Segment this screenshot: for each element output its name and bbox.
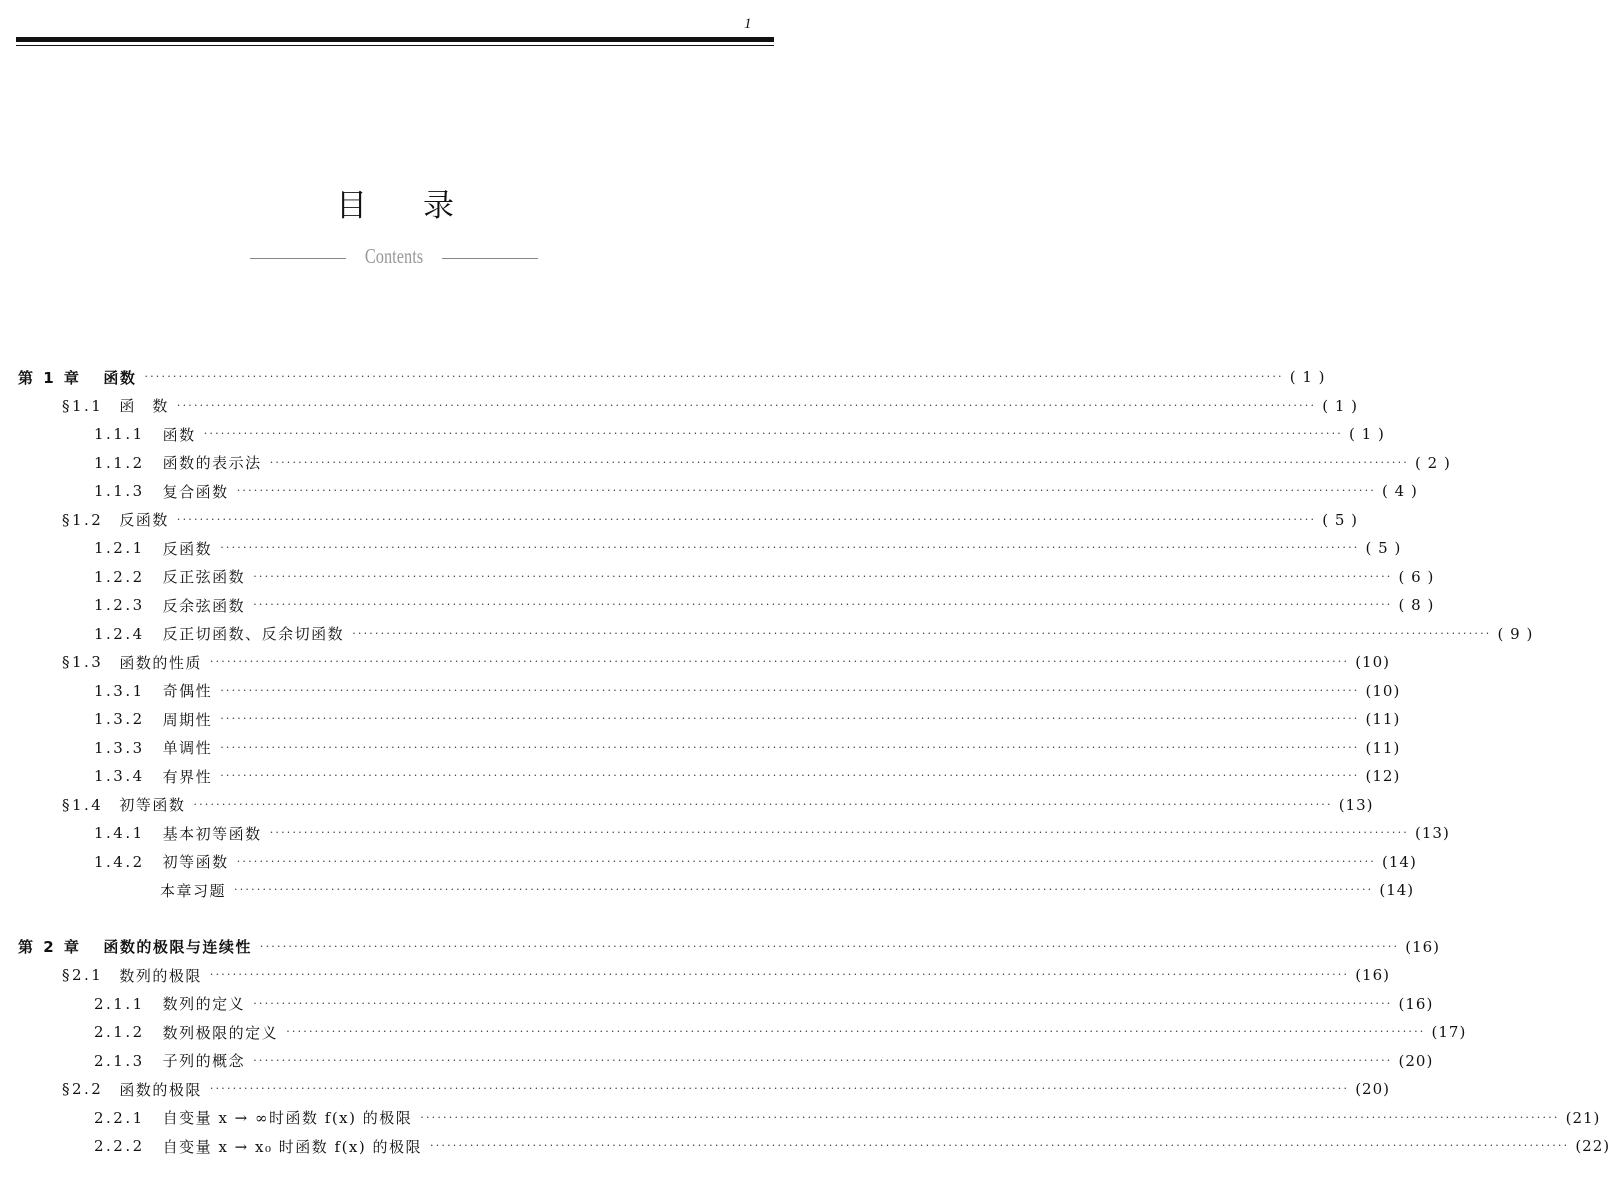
toc-page-number: (14) bbox=[1379, 881, 1415, 899]
toc-chapter-row[interactable] bbox=[0, 364, 1326, 390]
toc-entry-label bbox=[18, 936, 252, 957]
toc-entry-label bbox=[94, 680, 212, 701]
toc-entry-title: 反函数 bbox=[119, 511, 169, 529]
toc-entry-number: §1.3 bbox=[62, 653, 104, 671]
toc-page-number: (13) bbox=[1338, 795, 1374, 814]
toc-entry-title: 周期性 bbox=[162, 710, 213, 729]
toc-leader-dots: ········································································································································································································ bbox=[220, 683, 1360, 697]
toc-entry-title: 自变量 x → ∞时函数 f(x) 的极限 bbox=[162, 1109, 413, 1127]
toc-page-number: ( 5 ) bbox=[1322, 510, 1358, 529]
toc-entry-number: §1.2 bbox=[62, 510, 104, 529]
toc-entry-number: 第 2 章 bbox=[18, 938, 82, 956]
toc-entry-number: 1.1.2 bbox=[94, 453, 145, 472]
toc-subsection-row[interactable] bbox=[0, 678, 1401, 704]
toc-leader-dots: ········································································································································································································ bbox=[253, 996, 1393, 1010]
toc-page-number: (20) bbox=[1355, 1080, 1390, 1098]
toc-subsection-row[interactable] bbox=[0, 706, 1401, 732]
toc-entry-number: 1.4.1 bbox=[94, 824, 145, 842]
toc-entry-number: 1.2.2 bbox=[94, 567, 145, 586]
toc-page-number: (21) bbox=[1565, 1108, 1601, 1127]
toc-entry-number: 1.4.2 bbox=[94, 852, 145, 871]
toc-section-row[interactable] bbox=[0, 1076, 1390, 1102]
toc-entry-label bbox=[94, 1107, 412, 1128]
toc-leader-dots: ········································································································································································································ bbox=[220, 712, 1360, 725]
toc-leader-dots: ········································································································································································································ bbox=[420, 1110, 1560, 1124]
toc-page-number: (12) bbox=[1365, 767, 1401, 785]
toc-page-number: ( 2 ) bbox=[1415, 453, 1451, 472]
toc-entry-label bbox=[94, 1050, 245, 1071]
toc-leader-dots: ········································································································································································································ bbox=[253, 598, 1393, 611]
toc-leader-dots: ········································································································································································································ bbox=[220, 740, 1360, 754]
toc-section-row[interactable] bbox=[0, 393, 1358, 419]
toc-entry-title: 函数的表示法 bbox=[162, 454, 262, 472]
toc-entry-title: 函数 bbox=[103, 368, 137, 387]
toc-entry-label bbox=[94, 993, 245, 1014]
toc-subsection-row[interactable] bbox=[0, 735, 1401, 761]
toc-subsection-row[interactable] bbox=[0, 1019, 1467, 1045]
header-rule-thin bbox=[16, 45, 774, 46]
toc-entry-label bbox=[94, 851, 229, 872]
toc-entry-number: 2.1.2 bbox=[94, 1023, 145, 1041]
toc-subsection-row[interactable] bbox=[0, 592, 1435, 618]
toc-chapter-row[interactable] bbox=[0, 934, 1441, 960]
toc-entry-title: 数列的定义 bbox=[162, 995, 246, 1013]
toc-entry-title: 奇偶性 bbox=[162, 682, 213, 700]
toc-entry-title: 反正切函数、反余切函数 bbox=[162, 625, 345, 643]
toc-subsection-row[interactable] bbox=[0, 478, 1418, 504]
toc-leader-dots: ········································································································································································································ bbox=[209, 1082, 1350, 1095]
toc-leader-dots: ········································································································································································································ bbox=[269, 455, 1410, 469]
toc-subsection-row[interactable] bbox=[0, 763, 1401, 789]
toc-leader-dots: ········································································································································································································ bbox=[286, 1025, 1426, 1038]
toc-entry-label bbox=[62, 1079, 202, 1100]
toc-entry-label bbox=[94, 623, 344, 644]
toc-entry-label bbox=[94, 424, 196, 445]
toc-entry-number: 1.3.1 bbox=[94, 681, 145, 700]
toc-leader-dots: ········································································································································································································ bbox=[253, 569, 1393, 583]
toc-entry-number: 1.3.3 bbox=[94, 738, 145, 757]
toc-entry-number: 1.2.3 bbox=[94, 596, 145, 614]
toc-section-row[interactable] bbox=[0, 649, 1390, 675]
page-number: 1 bbox=[744, 16, 752, 32]
toc-subsection-row[interactable] bbox=[0, 849, 1417, 875]
toc-entry-label bbox=[62, 965, 202, 986]
toc-entry-number: 1.3.2 bbox=[94, 710, 145, 728]
toc-page-number: ( 4 ) bbox=[1382, 482, 1418, 500]
toc-entry-label bbox=[94, 538, 212, 559]
toc-page-number: ( 1 ) bbox=[1322, 396, 1358, 415]
toc-section-row[interactable] bbox=[0, 792, 1374, 818]
toc-page-number: (17) bbox=[1431, 1023, 1467, 1041]
toc-leader-dots: ········································································································································································································ bbox=[209, 655, 1350, 668]
toc-entry-label bbox=[94, 452, 262, 473]
toc-entry-title: 子列的概念 bbox=[162, 1052, 246, 1070]
toc-page-number: ( 1 ) bbox=[1349, 425, 1385, 443]
toc-subsection-row[interactable] bbox=[0, 877, 1415, 903]
toc-entry-number: 1.2.4 bbox=[94, 624, 145, 643]
toc-subsection-row[interactable] bbox=[0, 564, 1435, 590]
subtitle-rule-left bbox=[250, 258, 346, 259]
toc-leader-dots: ········································································································································································································ bbox=[236, 854, 1377, 868]
toc-entry-title: 反正弦函数 bbox=[162, 568, 246, 586]
toc-section-row[interactable] bbox=[0, 507, 1358, 533]
toc-leader-dots: ········································································································································································································ bbox=[203, 427, 1344, 440]
toc-subsection-row[interactable] bbox=[0, 1105, 1601, 1131]
toc-page-number: (14) bbox=[1382, 852, 1417, 871]
toc-entry-title: 函 数 bbox=[119, 397, 169, 415]
toc-entry-title: 复合函数 bbox=[162, 482, 229, 501]
toc-leader-dots: ········································································································································································································ bbox=[259, 939, 1400, 953]
toc-entry-title: 函数的极限 bbox=[119, 1080, 202, 1099]
toc-leader-dots: ········································································································································································································ bbox=[352, 626, 1492, 640]
toc-entry-label bbox=[94, 595, 245, 616]
toc-entry-number: 1.2.1 bbox=[94, 539, 145, 557]
toc-leader-dots: ········································································································································································································ bbox=[209, 968, 1350, 981]
toc-leader-dots: ········································································································································································································ bbox=[176, 398, 1317, 412]
toc-entry-label bbox=[62, 395, 169, 416]
toc-entry-title: 反余弦函数 bbox=[162, 596, 246, 615]
toc-leader-dots: ········································································································································································································ bbox=[144, 370, 1284, 383]
toc-entry-title: 本章习题 bbox=[160, 881, 227, 900]
toc-page-number: (11) bbox=[1365, 738, 1401, 757]
toc-leader-dots: ········································································································································································································ bbox=[220, 769, 1360, 782]
toc-leader-dots: ········································································································································································································ bbox=[220, 541, 1360, 554]
toc-entry-label bbox=[94, 1022, 278, 1043]
toc-subsection-row[interactable] bbox=[0, 535, 1402, 561]
toc-entry-title: 数列的极限 bbox=[119, 966, 202, 985]
toc-page-number: (11) bbox=[1365, 710, 1401, 728]
toc-subsection-row[interactable] bbox=[0, 421, 1385, 447]
toc-entry-number: 2.2.2 bbox=[94, 1137, 145, 1155]
toc-entry-title: 基本初等函数 bbox=[162, 824, 262, 843]
toc-page-number: (22) bbox=[1575, 1137, 1610, 1155]
toc-entry-number: §2.1 bbox=[62, 966, 104, 984]
toc-subsection-row[interactable] bbox=[0, 1133, 1610, 1159]
toc-entry-title: 初等函数 bbox=[162, 853, 229, 871]
toc-entry-number: §1.4 bbox=[62, 795, 104, 814]
toc-subsection-row[interactable] bbox=[0, 991, 1434, 1017]
toc-entry-title: 函数的极限与连续性 bbox=[103, 938, 252, 956]
toc-page-number: (16) bbox=[1355, 966, 1390, 984]
toc-entry-label bbox=[94, 1136, 422, 1157]
toc-entry-label bbox=[94, 766, 212, 787]
toc-entry-label bbox=[62, 509, 169, 530]
toc-page-number: ( 8 ) bbox=[1398, 596, 1435, 614]
toc-entry-title: 函数 bbox=[162, 425, 196, 444]
toc-section-row[interactable] bbox=[0, 962, 1390, 988]
toc-entry-label bbox=[94, 481, 229, 502]
toc-entry-title: 自变量 x → x₀ 时函数 f(x) 的极限 bbox=[162, 1137, 422, 1156]
toc-page-number: (13) bbox=[1415, 824, 1450, 842]
toc-page-number: (16) bbox=[1398, 994, 1434, 1013]
toc-page-number: ( 9 ) bbox=[1497, 624, 1534, 643]
toc-leader-dots: ········································································································································································································ bbox=[430, 1139, 1570, 1152]
toc-leader-dots: ········································································································································································································ bbox=[236, 484, 1377, 497]
toc-entry-number: §1.1 bbox=[62, 396, 104, 415]
toc-entry-label bbox=[94, 823, 262, 844]
toc-entry-number: 2.1.3 bbox=[94, 1051, 145, 1070]
toc-entry-label bbox=[94, 566, 245, 587]
toc-entry-label bbox=[62, 652, 202, 673]
toc-entry-number: 2.1.1 bbox=[94, 994, 145, 1013]
toc-leader-dots: ········································································································································································································ bbox=[176, 512, 1317, 526]
toc-entry-title: 函数的性质 bbox=[119, 653, 202, 672]
toc-entry-number: 第 1 章 bbox=[18, 368, 82, 387]
toc-leader-dots: ········································································································································································································ bbox=[193, 797, 1333, 811]
toc-subsection-row[interactable] bbox=[0, 450, 1451, 476]
toc-leader-dots: ········································································································································································································ bbox=[234, 883, 1374, 896]
toc-entry-label bbox=[94, 709, 212, 730]
toc-page-number: ( 6 ) bbox=[1398, 567, 1435, 586]
toc-page-number: (10) bbox=[1355, 653, 1390, 671]
toc-entry-label bbox=[160, 880, 226, 901]
header-rule-thick bbox=[16, 37, 774, 42]
toc-entry-title: 单调性 bbox=[162, 739, 213, 757]
toc-leader-dots: ········································································································································································································ bbox=[269, 826, 1410, 839]
toc-entry-number: 1.1.1 bbox=[94, 425, 145, 443]
toc-entry-label bbox=[94, 737, 212, 758]
subtitle-rule-right bbox=[442, 258, 538, 259]
toc-page-number: ( 1 ) bbox=[1289, 368, 1326, 386]
toc-entry-title: 数列极限的定义 bbox=[162, 1023, 279, 1042]
toc-entry-title: 有界性 bbox=[162, 767, 213, 786]
page-title: 目录 bbox=[336, 188, 510, 224]
toc-leader-dots: ········································································································································································································ bbox=[253, 1053, 1393, 1067]
toc-entry-title: 初等函数 bbox=[119, 796, 186, 814]
toc-page-number: (16) bbox=[1405, 937, 1441, 956]
toc-page-number: (20) bbox=[1398, 1051, 1434, 1070]
toc-subsection-row[interactable] bbox=[0, 1048, 1434, 1074]
toc-entry-number: 1.1.3 bbox=[94, 482, 145, 500]
toc-entry-label bbox=[18, 367, 136, 388]
toc-entry-number: §2.2 bbox=[62, 1080, 104, 1098]
toc-page-number: (10) bbox=[1365, 681, 1401, 700]
toc-entry-label bbox=[62, 794, 185, 815]
toc-subsection-row[interactable] bbox=[0, 820, 1450, 846]
page-subtitle: Contents bbox=[364, 244, 424, 268]
toc-subsection-row[interactable] bbox=[0, 621, 1534, 647]
toc-entry-title: 反函数 bbox=[162, 539, 213, 558]
toc-page-number: ( 5 ) bbox=[1365, 539, 1402, 557]
toc-entry-number: 1.3.4 bbox=[94, 767, 145, 785]
toc-entry-number: 2.2.1 bbox=[94, 1108, 145, 1127]
